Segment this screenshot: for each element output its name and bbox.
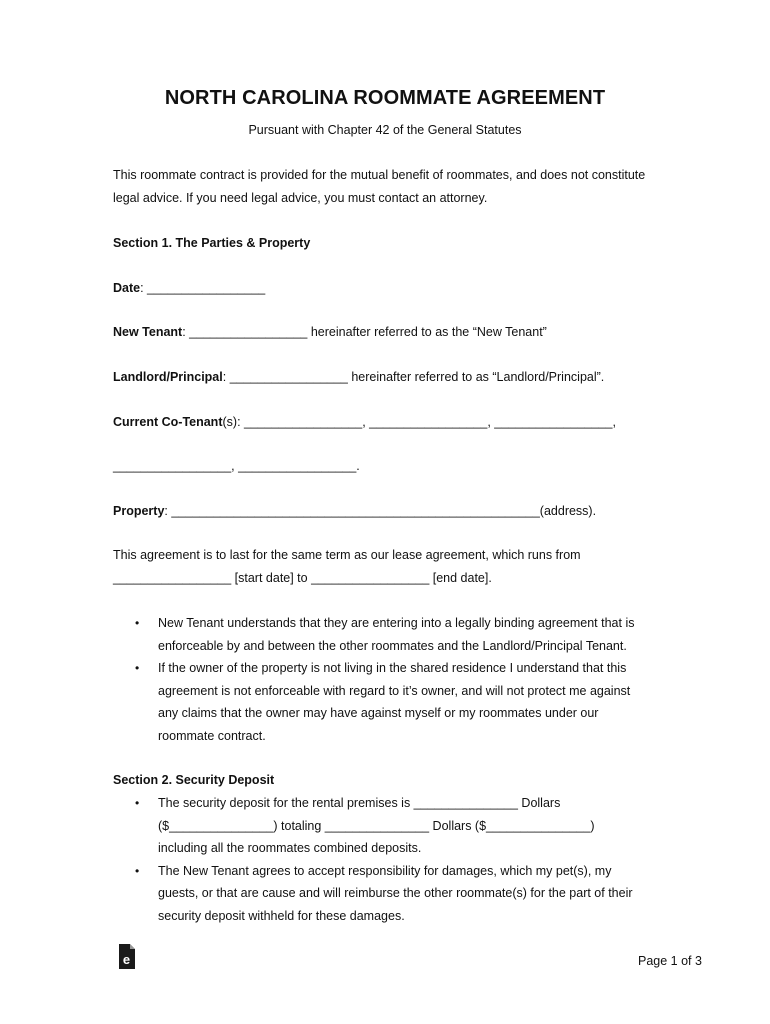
s1-bullet-2-line-4: roommate contract. (158, 729, 266, 743)
page-subtitle: Pursuant with Chapter 42 of the General Statutes (248, 123, 522, 137)
s2-bullet-1-line-1: The security deposit for the rental premises is _______________ Dollars (158, 796, 561, 810)
bullet-marker: • (135, 661, 140, 675)
s2-bullet-2-line-1: The New Tenant agrees to accept responsibility for damages, which my pet(s), my (158, 864, 612, 878)
cotenant-text: (s): _________________, _________________, _________________, (222, 415, 616, 429)
new-tenant-field (113, 325, 547, 339)
s2-bullet-2-line-3: security deposit withheld for these damages. (158, 909, 405, 923)
date-field (113, 281, 265, 295)
document-logo-icon (118, 944, 136, 970)
s2-bullet-1-line-2: ($_______________) totaling _______________ Dollars ($_______________) (158, 819, 595, 833)
s1-bullet-2-line-2: agreement is not enforceable with regard to it’s owner, and will not protect me against (158, 684, 631, 698)
term-line-2: _________________ [start date] to _________________ [end date]. (113, 571, 492, 585)
s1-bullet-2-line-1: If the owner of the property is not living in the shared residence I understand that this (158, 661, 627, 675)
s1-bullet-1-line-2: enforceable by and between the other roommates and the Landlord/Principal Tenant. (158, 639, 627, 653)
page-number: Page 1 of 3 (638, 954, 702, 968)
bullet-marker: • (135, 616, 140, 630)
cotenant-label: Current Co-Tenant (113, 415, 223, 429)
intro-line-2: legal advice. If you need legal advice, you must contact an attorney. (113, 191, 488, 205)
page-title: NORTH CAROLINA ROOMMATE AGREEMENT (164, 87, 606, 109)
svg-text:e: e (122, 952, 131, 967)
property-field (113, 504, 596, 518)
new-tenant-label: New Tenant (113, 325, 183, 339)
intro-line-1: This roommate contract is provided for the mutual benefit of roommates, and does not constitute (113, 168, 646, 182)
bullet-marker: • (135, 864, 140, 878)
bullet-marker: • (135, 796, 140, 810)
cotenant-field (113, 415, 616, 429)
s1-bullet-2-line-3: any claims that the owner may have against myself or my roommates under our (158, 706, 599, 720)
section-1-heading: Section 1. The Parties & Property (113, 236, 311, 250)
date-blank: : _________________ (140, 281, 266, 295)
date-label: Date (113, 281, 141, 295)
term-line-1: This agreement is to last for the same term as our lease agreement, which runs from (113, 548, 581, 562)
landlord-label: Landlord/Principal (113, 370, 223, 384)
property-text: : _____________________________________________________(address). (164, 504, 597, 518)
landlord-field (113, 370, 604, 384)
s2-bullet-2-line-2: guests, or that are cause and will reimburse the other roommate(s) for the part of their (158, 886, 633, 900)
section-2-heading: Section 2. Security Deposit (113, 773, 275, 787)
new-tenant-text: : _________________ hereinafter referred to as the “New Tenant” (182, 325, 547, 339)
landlord-text: : _________________ hereinafter referred to as “Landlord/Principal”. (222, 370, 605, 384)
s2-bullet-1-line-3: including all the roommates combined deposits. (158, 841, 422, 855)
property-label: Property (113, 504, 165, 518)
cotenant-line-2: _________________, _________________. (113, 459, 360, 473)
s1-bullet-1-line-1: New Tenant understands that they are entering into a legally binding agreement that is (158, 616, 635, 630)
